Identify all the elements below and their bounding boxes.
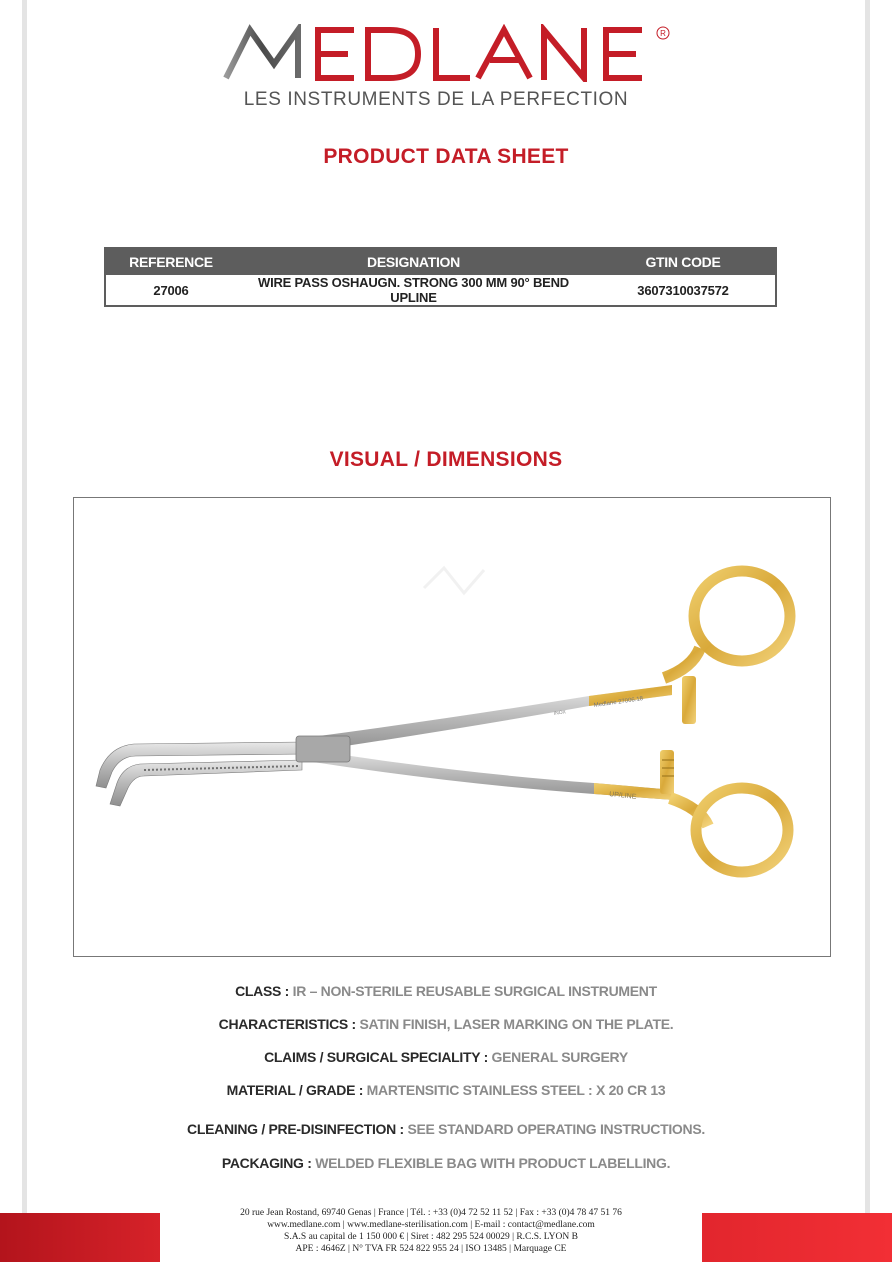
footer-red-bar-left	[0, 1213, 160, 1262]
engraving-line: UP/LINE	[608, 791, 637, 801]
footer-websites: www.medlane.com | www.medlane-sterilisation.com | E-mail : contact@medlane.com	[267, 1220, 595, 1230]
spec-value: SATIN FINISH, LASER MARKING ON THE PLATE.	[355, 1016, 674, 1032]
spec-label: PACKAGING :	[221, 1155, 312, 1171]
footer-company-info	[160, 1207, 702, 1255]
reference-table	[104, 247, 777, 307]
header-reference: REFERENCE	[105, 248, 236, 275]
footer-address: 20 rue Jean Rostand, 69740 Genas | France | Tél. : +33 (0)4 72 52 11 52 | Fax : +33 (0)4 78 47 51 76	[240, 1208, 622, 1218]
spec-label: MATERIAL / GRADE :	[226, 1082, 364, 1098]
box-joint	[296, 736, 350, 762]
spec-class	[0, 983, 892, 999]
footer-legal: S.A.S au capital de 1 150 000 € | Siret : 482 295 524 00029 | R.C.S. LYON B	[284, 1232, 578, 1242]
engraving-inox: INOX	[553, 709, 567, 717]
logo-wordmark	[222, 24, 652, 82]
spec-label: CHARACTERISTICS :	[218, 1016, 356, 1032]
spec-value: MARTENSITIC STAINLESS STEEL : X 20 CR 13	[363, 1082, 666, 1098]
spec-label: CLAIMS / SURGICAL SPECIALITY :	[264, 1049, 488, 1065]
product-data-sheet-title: PRODUCT DATA SHEET	[323, 145, 569, 168]
brand-tagline: LES INSTRUMENTS DE LA PERFECTION	[243, 89, 629, 110]
bent-jaws	[96, 742, 306, 806]
spec-value: SEE STANDARD OPERATING INSTRUCTIONS.	[403, 1121, 705, 1137]
spec-label: CLEANING / PRE-DISINFECTION :	[187, 1121, 404, 1137]
right-border-rail	[865, 0, 870, 1262]
spec-value: GENERAL SURGERY	[487, 1049, 628, 1065]
spec-cleaning	[0, 1121, 892, 1137]
lower-ring-handle	[660, 750, 788, 872]
engraving-brand: Medlane 27006.18	[593, 696, 644, 709]
spec-value: WELDED FLEXIBLE BAG WITH PRODUCT LABELLING.	[311, 1155, 671, 1171]
registered-letter: R	[660, 29, 666, 39]
table-row	[105, 275, 776, 306]
footer-certifications: APE : 4646Z | N° TVA FR 524 822 955 24 | ISO 13485 | Marquage CE	[295, 1244, 567, 1254]
forceps-illustration	[74, 498, 830, 956]
spec-claims	[0, 1049, 892, 1065]
registered-mark	[656, 26, 670, 40]
header-gtin-code: GTIN CODE	[591, 248, 776, 275]
left-border-rail	[22, 0, 27, 1262]
spec-value: IR – NON-STERILE REUSABLE SURGICAL INSTRUMENT	[289, 983, 657, 999]
visual-dimensions-title: VISUAL / DIMENSIONS	[329, 448, 563, 471]
spec-packaging	[0, 1155, 892, 1171]
upper-ring-handle	[664, 571, 790, 724]
medlane-logo	[222, 24, 672, 114]
spec-material	[0, 1082, 892, 1098]
cell-reference: 27006	[153, 282, 189, 298]
spec-characteristics	[0, 1016, 892, 1032]
spec-label: CLASS :	[235, 983, 290, 999]
watermark-mark	[424, 568, 484, 593]
footer-red-bar-right	[702, 1213, 892, 1262]
table-header-row	[105, 248, 776, 275]
cell-gtin-code: 3607310037572	[637, 282, 729, 298]
product-visual-frame	[73, 497, 831, 957]
upper-arm	[304, 685, 672, 752]
header-designation: DESIGNATION	[236, 248, 591, 275]
cell-designation: WIRE PASS OSHAUGN. STRONG 300 MM 90° BEND UPLINE	[258, 275, 569, 305]
